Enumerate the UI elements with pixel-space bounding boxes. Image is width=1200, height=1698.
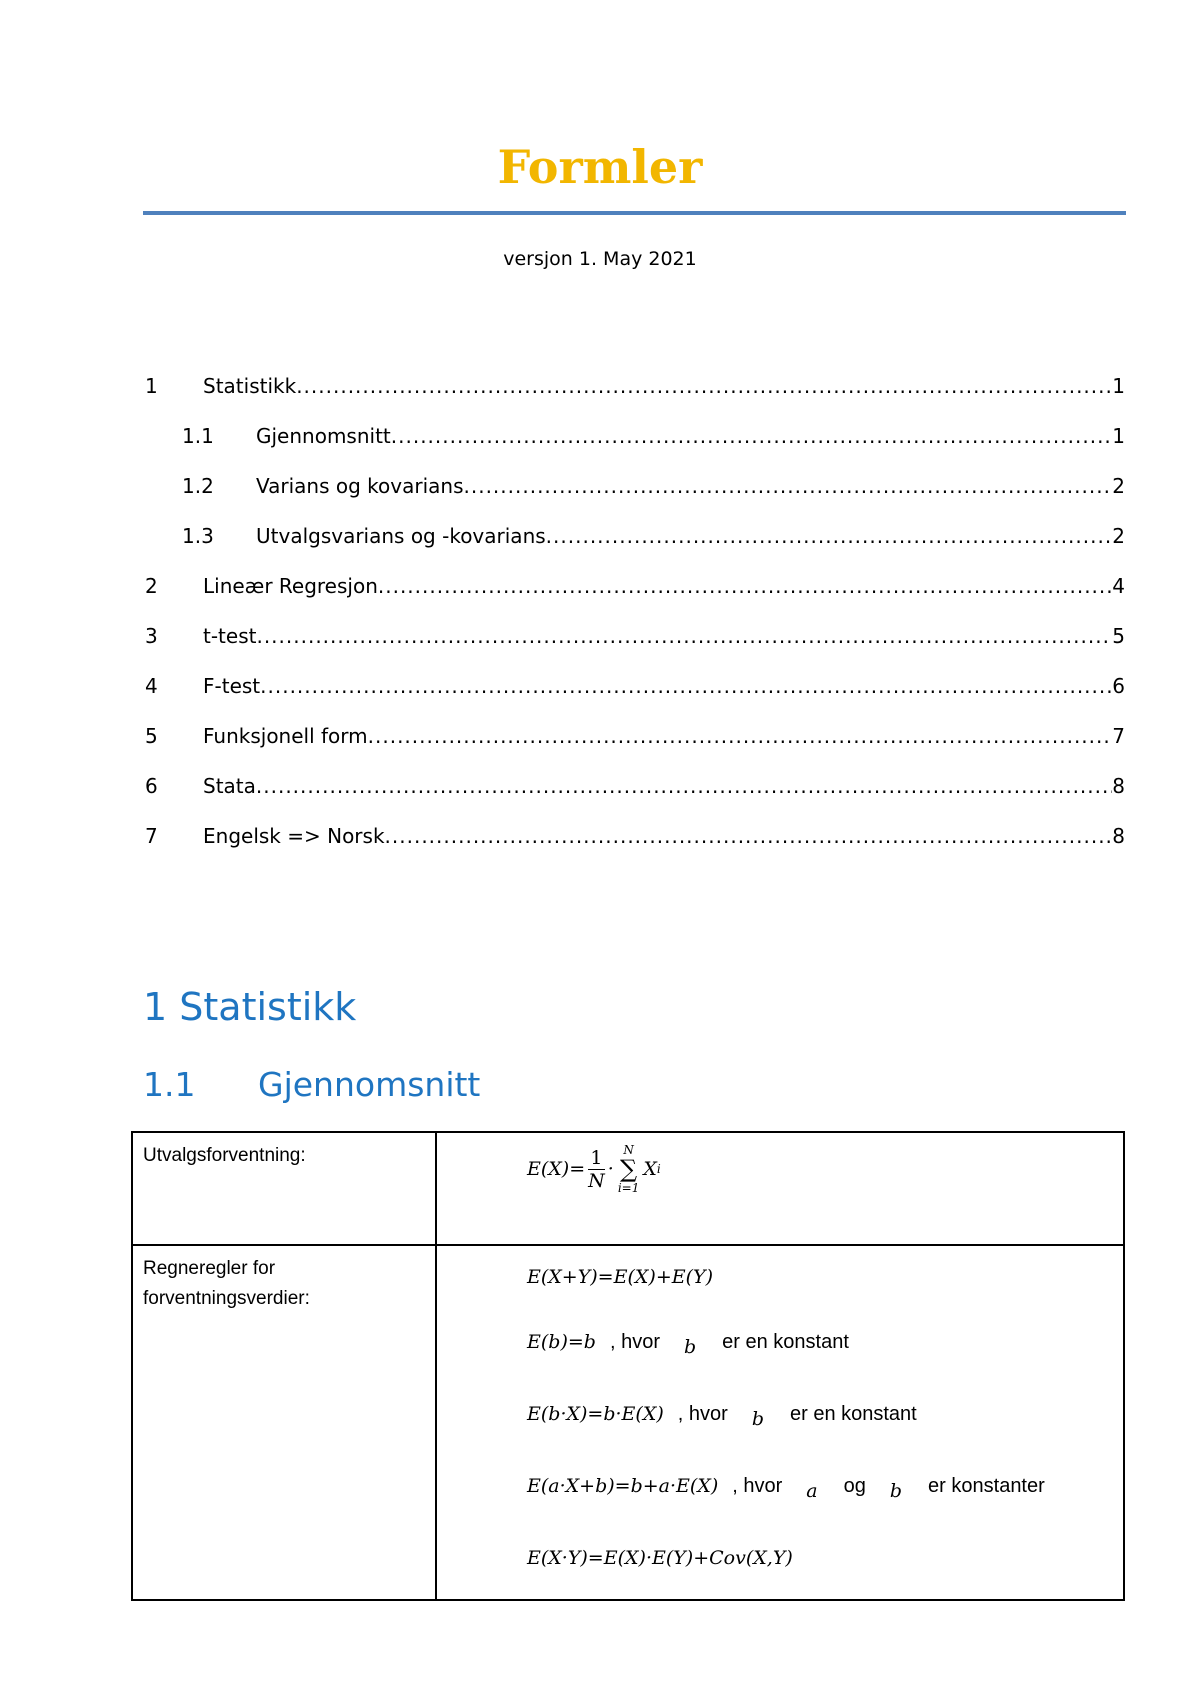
toc-entry-gjennomsnitt[interactable]: 1.1 Gjennomsnitt ..... 1 [145, 424, 1125, 474]
title-underline [143, 211, 1126, 215]
summation-symbol: N ∑ i=1 [617, 1143, 640, 1195]
toc-leader [378, 574, 1112, 598]
subsection-number: 1.1 [143, 1065, 196, 1104]
toc-leader [260, 674, 1112, 698]
toc-leader [385, 824, 1113, 848]
toc-entry-funksjonell-form[interactable]: 5 Funksjonell form ..... 7 [145, 724, 1125, 774]
toc-leader [296, 374, 1112, 398]
formula-table [131, 1131, 1125, 1601]
toc-leader [368, 724, 1113, 748]
toc-entry-engelsk-norsk[interactable]: 7 Engelsk => Norsk ..... 8 [145, 824, 1125, 874]
toc-entry-f-test[interactable]: 4 F-test ..... 6 [145, 674, 1125, 724]
table-of-contents [145, 374, 1125, 874]
toc-leader [464, 474, 1113, 498]
formula-line: E(b)=b , hvor b er en konstant [527, 1330, 849, 1358]
sample-mean-formula: E(X)= $\frac{1}{N}$ · N ∑ i=1 X i [527, 1143, 661, 1195]
formula-cell [436, 1245, 1124, 1600]
section-heading-statistikk: 1 Statistikk [143, 985, 357, 1029]
table-row [132, 1132, 1124, 1245]
toc-entry-lineaer-regresjon[interactable]: 2 Lineær Regresjon ..... 4 [145, 574, 1125, 624]
formula-line: E(a·X+b)=b+a·E(X) , hvor a og b er konstanter [527, 1474, 1045, 1502]
fraction: $\frac{1}{N}$ [588, 1146, 605, 1192]
row-label: Regneregler for forventningsverdier: [132, 1245, 436, 1600]
formula-line: E(X+Y)=E(X)+E(Y) [527, 1266, 713, 1288]
formula-line: E(X·Y)=E(X)·E(Y)+Cov(X,Y) [527, 1547, 793, 1569]
toc-entry-varians-og-kovarians[interactable]: 1.2 Varians og kovarians ..... 2 [145, 474, 1125, 524]
row-label: Utvalgsforventning: [132, 1132, 436, 1245]
subsection-title: Gjennomsnitt [258, 1065, 481, 1104]
toc-entry-stata[interactable]: 6 Stata ..... 8 [145, 774, 1125, 824]
toc-leader [391, 424, 1113, 448]
toc-entry-t-test[interactable]: 3 t-test ..... 5 [145, 624, 1125, 674]
toc-entry-statistikk[interactable]: 1 Statistikk ..... 1 [145, 374, 1125, 424]
version-line: versjon 1. May 2021 [503, 248, 697, 270]
toc-entry-utvalgsvarians[interactable]: 1.3 Utvalgsvarians og -kovarians ..... 2 [145, 524, 1125, 574]
toc-leader [546, 524, 1113, 548]
table-row [132, 1245, 1124, 1600]
toc-leader [256, 774, 1112, 798]
formula-line: E(b·X)=b·E(X) , hvor b er en konstant [527, 1402, 917, 1430]
formula-cell [436, 1132, 1124, 1245]
toc-leader [256, 624, 1112, 648]
document-title: Formler [497, 140, 703, 194]
subsection-heading-gjennomsnitt [143, 1065, 480, 1104]
